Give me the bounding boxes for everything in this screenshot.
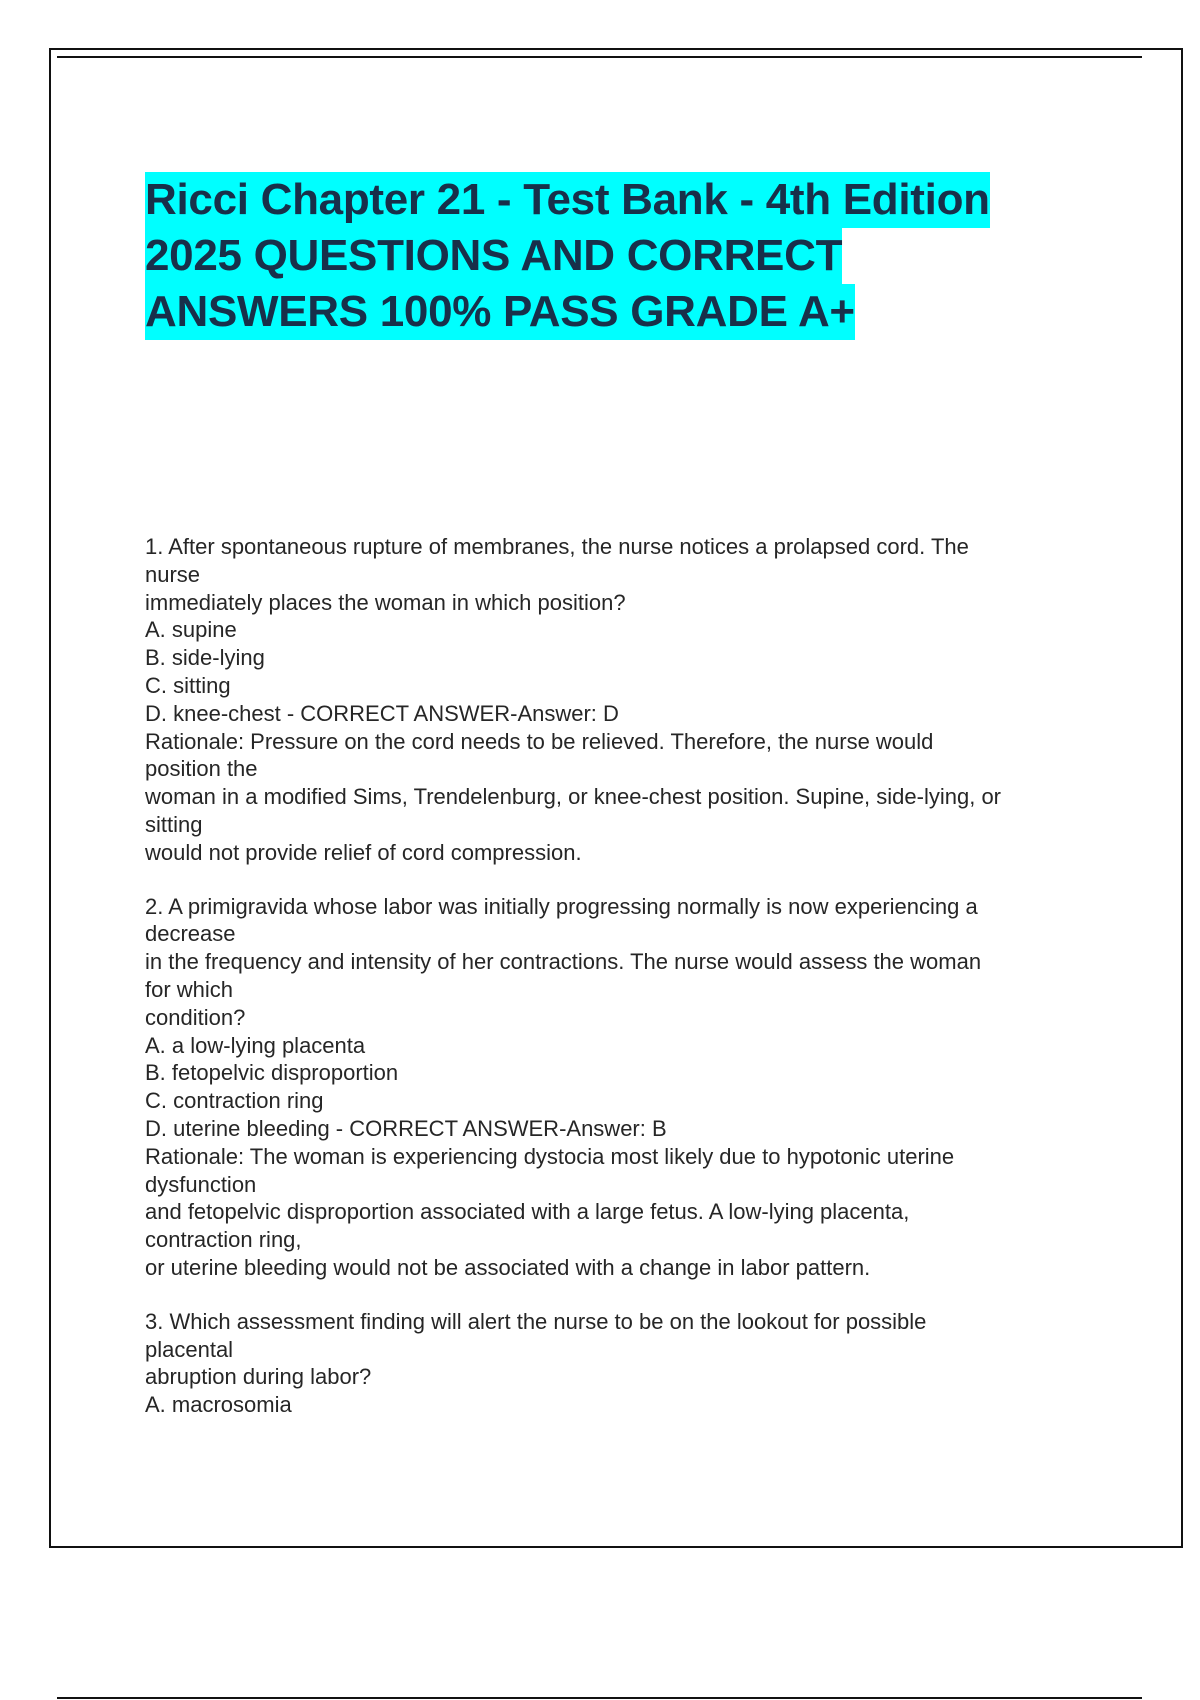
answer-option: B. fetopelvic disproportion — [145, 1060, 399, 1086]
question-text: immediately places the woman in which position? — [145, 589, 626, 615]
answer-option: B. side-lying — [145, 645, 265, 671]
answer-option: C. sitting — [145, 672, 231, 698]
rationale-text: contraction ring, — [145, 1227, 302, 1253]
question-text: in the frequency and intensity of her contractions. The nurse would assess the woman — [145, 949, 982, 975]
document-title — [145, 172, 1105, 340]
rationale-text: would not provide relief of cord compression. — [145, 839, 582, 865]
rationale-text: sitting — [145, 811, 203, 837]
question-text: abruption during labor? — [145, 1364, 372, 1390]
question-2 — [145, 893, 1105, 1282]
answer-option: C. contraction ring — [145, 1088, 324, 1114]
top-rule — [57, 56, 1142, 58]
rationale-text: Rationale: Pressure on the cord needs to be relieved. Therefore, the nurse would — [145, 728, 934, 754]
answer-option: A. macrosomia — [145, 1392, 292, 1418]
question-text: 1. After spontaneous rupture of membranes, the nurse notices a prolapsed cord. The — [145, 534, 969, 559]
question-1 — [145, 533, 1105, 867]
answer-option: A. a low-lying placenta — [145, 1032, 366, 1058]
rationale-text: woman in a modified Sims, Trendelenburg, or knee-chest position. Supine, side-lying, or — [145, 784, 1002, 810]
rationale-text: and fetopelvic disproportion associated with a large fetus. A low-lying placenta, — [145, 1199, 910, 1225]
answer-option: D. knee-chest - CORRECT ANSWER-Answer: D — [145, 700, 619, 726]
question-text: 2. A primigravida whose labor was initially progressing normally is now experiencing a — [145, 893, 978, 919]
title-line: 2025 QUESTIONS AND CORRECT — [145, 228, 842, 284]
question-text: nurse — [145, 561, 201, 587]
question-text: for which — [145, 976, 234, 1002]
rationale-text: position the — [145, 756, 258, 782]
rationale-text: or uterine bleeding would not be associated with a change in labor pattern. — [145, 1254, 871, 1280]
question-text: condition? — [145, 1004, 246, 1030]
question-text: placental — [145, 1336, 234, 1362]
question-text: 3. Which assessment finding will alert the nurse to be on the lookout for possible — [145, 1308, 927, 1334]
question-text: decrease — [145, 921, 236, 947]
rationale-text: dysfunction — [145, 1171, 257, 1197]
question-3 — [145, 1308, 1105, 1419]
answer-option: A. supine — [145, 617, 237, 643]
bottom-rule — [57, 1697, 1142, 1699]
title-line: ANSWERS 100% PASS GRADE A+ — [145, 284, 855, 340]
question-list — [145, 533, 1105, 1445]
title-line: Ricci Chapter 21 - Test Bank - 4th Edition — [145, 172, 990, 228]
rationale-text: Rationale: The woman is experiencing dystocia most likely due to hypotonic uterine — [145, 1143, 955, 1169]
answer-option: D. uterine bleeding - CORRECT ANSWER-Answer: B — [145, 1115, 667, 1141]
